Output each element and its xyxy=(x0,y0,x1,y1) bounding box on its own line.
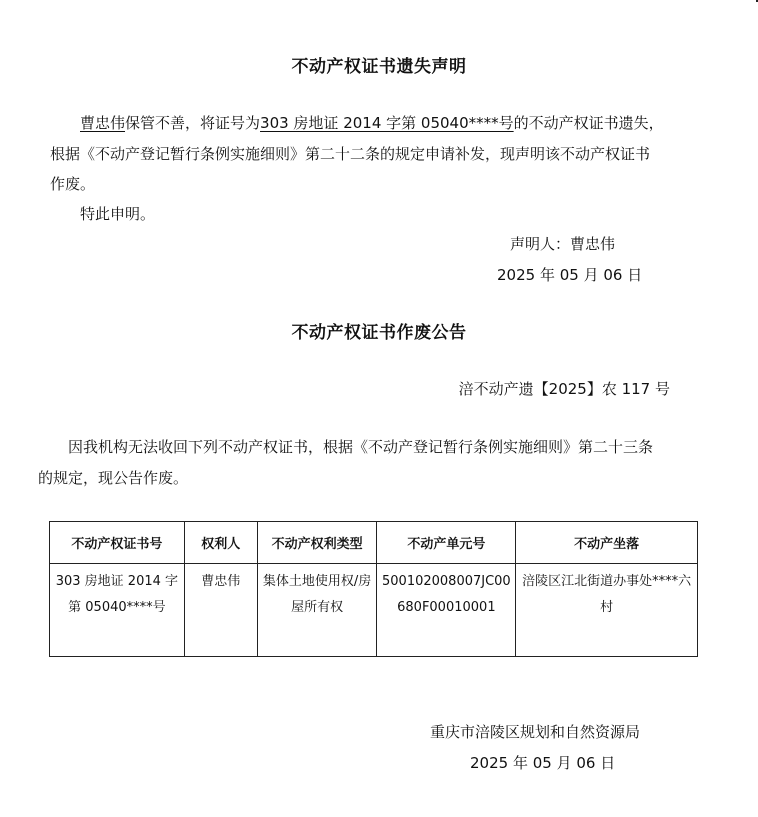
loss-text-2: 的不动产权证书遗失， xyxy=(513,114,664,132)
loss-statement-line-4: 特此申明。 xyxy=(80,205,156,223)
issuer: 重庆市涪陵区规划和自然资源局 xyxy=(430,723,641,741)
cell-owner: 曹忠伟 xyxy=(184,564,257,657)
void-cert-table xyxy=(49,521,698,657)
cert-number: 303 房地证 2014 字第 05040****号 xyxy=(260,114,514,132)
loss-text-1: 保管不善，将证号为 xyxy=(125,114,261,132)
void-notice-title: 不动产权证书作废公告 xyxy=(291,323,467,343)
cell-location: 涪陵区江北街道办事处****六村 xyxy=(516,564,698,657)
doc-number: 涪不动产遗【2025】农 117 号 xyxy=(458,380,670,398)
loss-statement-date: 2025 年 05 月 06 日 xyxy=(497,266,643,284)
loss-statement-line-1 xyxy=(80,108,664,138)
table-header-row xyxy=(50,522,698,564)
loss-statement-line-3: 作废。 xyxy=(50,175,96,193)
void-notice-date: 2025 年 05 月 06 日 xyxy=(470,754,616,772)
declarant: 声明人：曹忠伟 xyxy=(510,235,616,253)
void-notice-line-1: 因我机构无法收回下列不动产权证书，根据《不动产登记暂行条例实施细则》第二十三条 xyxy=(68,438,654,456)
cell-cert-no: 303 房地证 2014 字第 05040****号 xyxy=(50,564,185,657)
cell-right-type: 集体土地使用权/房屋所有权 xyxy=(257,564,377,657)
cell-unit-no: 500102008007JC00680F00010001 xyxy=(377,564,516,657)
owner-name: 曹忠伟 xyxy=(80,114,126,132)
header-cert-no: 不动产权证书号 xyxy=(50,522,185,564)
header-owner: 权利人 xyxy=(184,522,257,564)
header-right-type: 不动产权利类型 xyxy=(257,522,377,564)
table-row xyxy=(50,564,698,657)
header-location: 不动产坐落 xyxy=(516,522,698,564)
header-unit-no: 不动产单元号 xyxy=(377,522,516,564)
void-notice-line-2: 的规定，现公告作废。 xyxy=(38,469,189,487)
loss-statement-title: 不动产权证书遗失声明 xyxy=(291,57,467,77)
loss-statement-line-2: 根据《不动产登记暂行条例实施细则》第二十二条的规定申请补发，现声明该不动产权证书 xyxy=(50,145,651,163)
